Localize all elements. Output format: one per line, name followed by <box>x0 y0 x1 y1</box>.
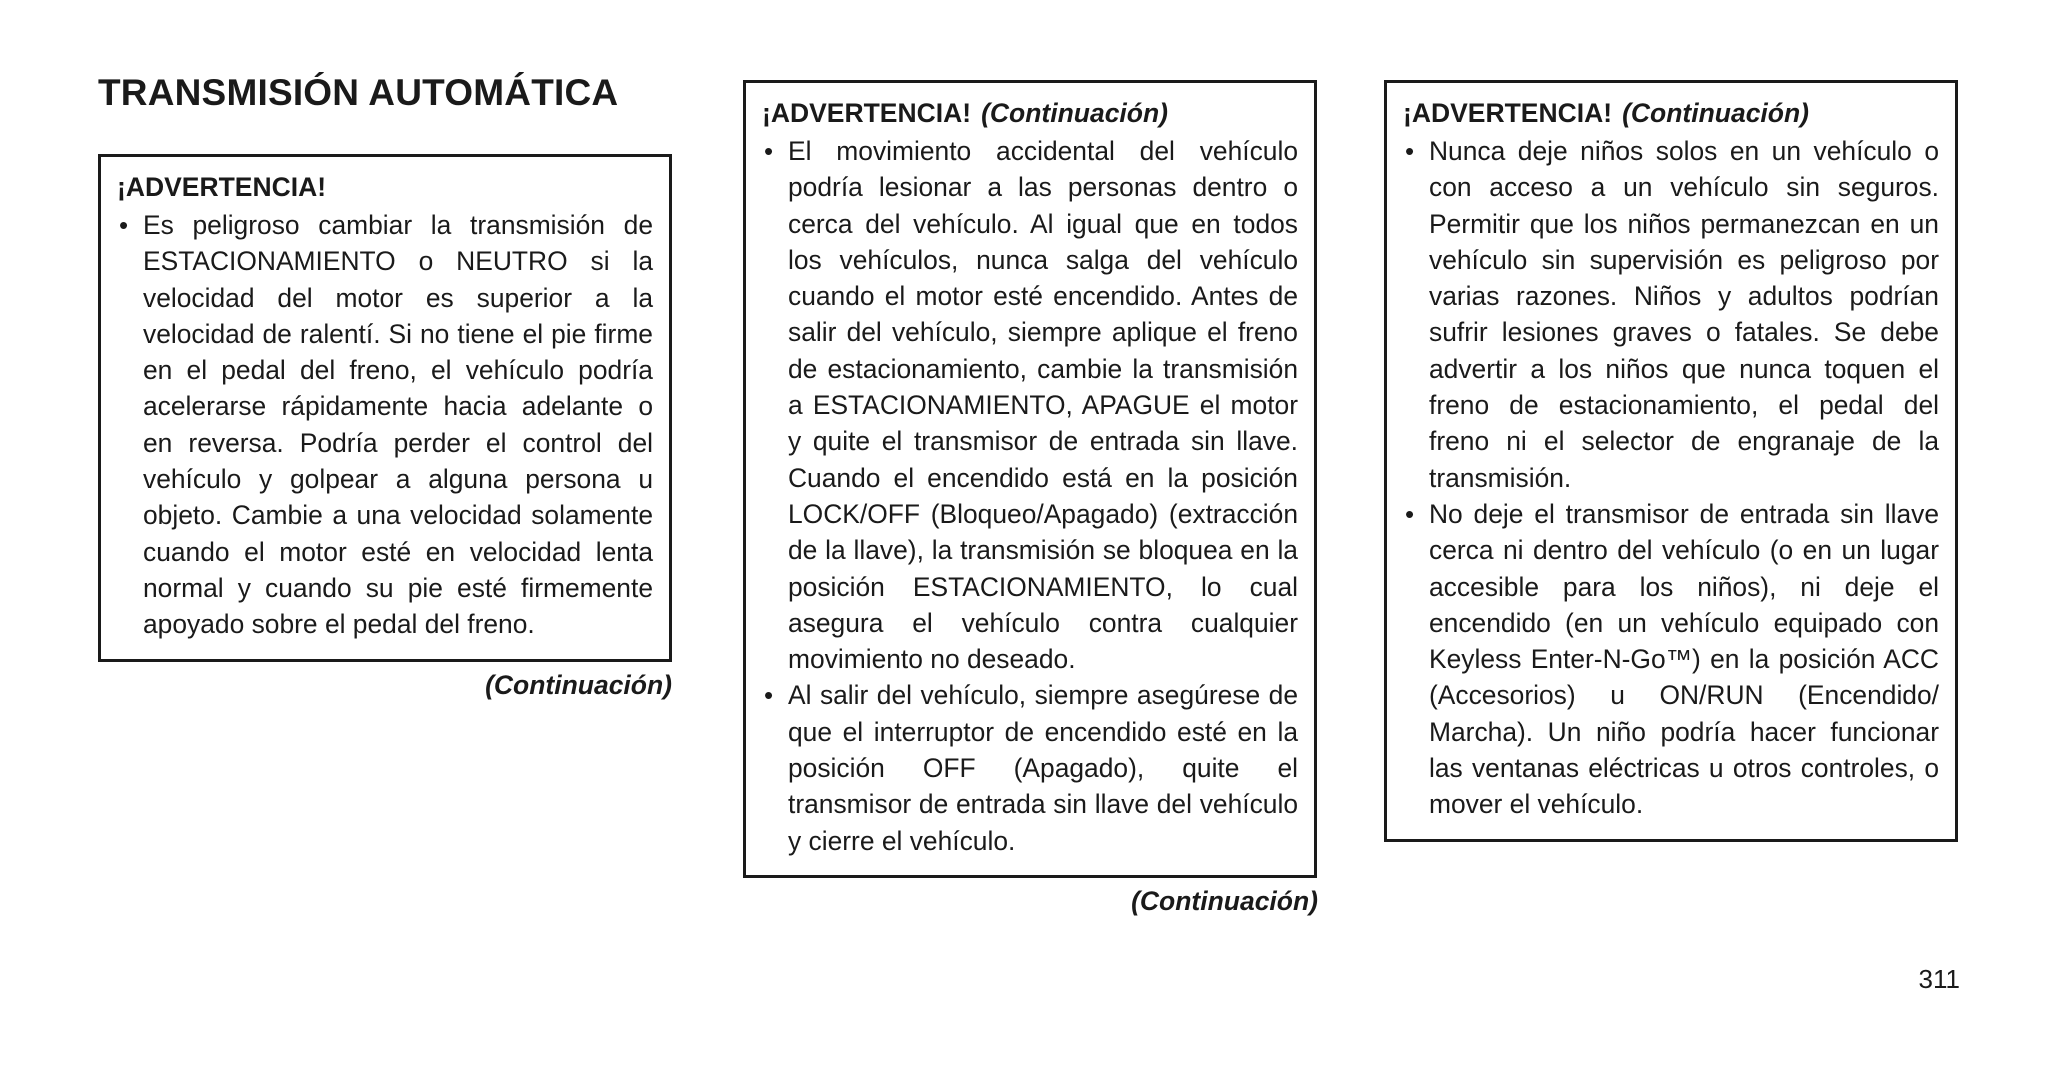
warning-heading <box>762 95 1298 131</box>
warning-bullet-item <box>117 207 653 643</box>
section-title: TRANSMISIÓN AUTOMÁTICA <box>98 72 619 113</box>
bullet-icon: • <box>119 210 129 240</box>
warning-bullet-item <box>1403 133 1939 496</box>
continued-label: (Continuación) <box>485 670 672 700</box>
warning-heading-label: ¡ADVERTENCIA! <box>117 172 327 202</box>
warning-heading-continued: (Continuación) <box>1622 98 1809 128</box>
bullet-icon: • <box>1405 498 1415 529</box>
bullet-icon: • <box>764 136 774 166</box>
warning-box-2 <box>743 80 1317 878</box>
continued-label: (Continuación) <box>1131 886 1318 916</box>
warning-bullet-text: Nunca deje niños solos en un vehículo o con acceso a un vehículo sin seguros. Permitir que los niños permanezcan en un vehículo sin supervisión es peligroso por varias razones. Niños y adultos podrían sufrir lesiones graves o fatales. Se debe advertir a los niños que nunca toquen el freno de estacionamiento, el pedal del freno ni el selector de engranaje de la transmisión. <box>1429 136 1939 493</box>
warning-bullet-list <box>117 207 653 643</box>
warning-bullet-item <box>1403 496 1939 823</box>
warning-bullet-text: No deje el transmisor de entrada sin llave cerca ni dentro del vehículo (o en un lugar accesible para los niños), ni deje el encendido (en un vehículo equipado con Keyless Enter-N-Go™) en la posición ACC (Accesorios) u ON/RUN (Encendido/ Marcha). Un niño podría hacer funcionar las ventanas eléctricas u otros controles, o mover el vehículo. <box>1429 498 1939 820</box>
bullet-icon: • <box>1405 136 1415 166</box>
warning-heading-label: ¡ADVERTENCIA! <box>1403 98 1613 128</box>
warning-bullet-text: Es peligroso cambiar la transmisión de ESTACIONAMIENTO o NEUTRO si la velocidad del motor es superior a la velocidad de ralentí. Si no tiene el pie firme en el pedal del freno, el vehículo podría acelerarse rápidamente hacia adelante o en reversa. Podría perder el control del vehículo y golpear a alguna persona u objeto. Cambie a una velocidad solamente cuando el motor esté en velocidad lenta normal y cuando su pie esté firmemente apoyado sobre el pedal del freno. <box>143 210 653 640</box>
warning-heading <box>117 169 653 205</box>
warning-heading-continued: (Continuación) <box>981 98 1168 128</box>
warning-bullet-list <box>762 133 1298 859</box>
warning-heading-label: ¡ADVERTENCIA! <box>762 98 972 128</box>
page-number: 311 <box>1918 964 1960 994</box>
warning-bullet-item <box>762 133 1298 677</box>
warning-bullet-list <box>1403 133 1939 823</box>
bullet-icon: • <box>764 680 774 711</box>
warning-bullet-text: Al salir del vehículo, siempre asegúrese de que el interruptor de encendido esté en la posición OFF (Apagado), quite el transmisor de entrada sin llave del vehículo y cierre el vehículo. <box>788 680 1298 856</box>
warning-bullet-item <box>762 677 1298 858</box>
warning-heading <box>1403 95 1939 131</box>
warning-box-1 <box>98 154 672 662</box>
warning-bullet-text: El movimiento accidental del vehículo podría lesionar a las personas dentro o cerca del vehículo. Al igual que en todos los vehículos, nunca salga del vehículo cuando el motor esté encendido. Antes de salir del vehículo, siempre aplique el freno de estacionamiento, cambie la transmisión a ESTACIONAMIENTO, APAGUE el motor y quite el transmisor de entrada sin llave. Cuando el encendido está en la posición LOCK/OFF (Bloqueo/Apagado) (extracción de la llave), la transmisión se bloquea en la posición ESTACIONAMIENTO, lo cual asegura el vehículo contra cualquier movimiento no deseado. <box>788 136 1298 675</box>
warning-box-3 <box>1384 80 1958 842</box>
